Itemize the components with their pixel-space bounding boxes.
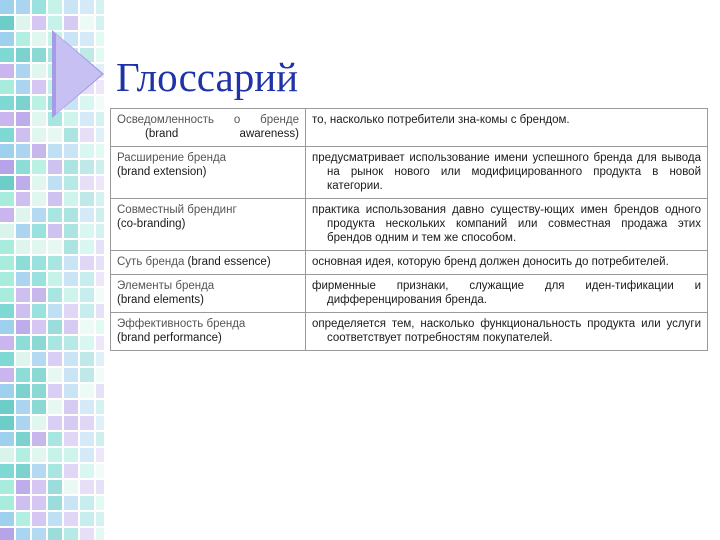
mosaic-tile	[48, 320, 62, 334]
mosaic-tile	[0, 16, 14, 30]
term-cell	[111, 147, 306, 199]
mosaic-tile	[0, 320, 14, 334]
mosaic-tile	[80, 256, 94, 270]
mosaic-tile	[64, 336, 78, 350]
mosaic-tile	[48, 496, 62, 510]
mosaic-tile	[16, 64, 30, 78]
mosaic-tile	[64, 304, 78, 318]
mosaic-tile	[48, 144, 62, 158]
mosaic-tile	[80, 400, 94, 414]
mosaic-tile	[64, 224, 78, 238]
mosaic-tile	[32, 288, 46, 302]
mosaic-tile	[48, 208, 62, 222]
mosaic-tile	[64, 368, 78, 382]
mosaic-tile	[80, 496, 94, 510]
mosaic-tile	[48, 512, 62, 526]
mosaic-tile	[0, 368, 14, 382]
mosaic-tile	[80, 208, 94, 222]
mosaic-tile	[32, 528, 46, 540]
mosaic-tile	[48, 256, 62, 270]
mosaic-tile	[96, 320, 104, 334]
mosaic-tile	[16, 112, 30, 126]
mosaic-tile	[48, 400, 62, 414]
mosaic-tile	[64, 496, 78, 510]
mosaic-tile	[32, 0, 46, 14]
mosaic-tile	[80, 192, 94, 206]
mosaic-tile	[96, 272, 104, 286]
mosaic-tile	[16, 256, 30, 270]
mosaic-tile	[0, 528, 14, 540]
mosaic-tile	[32, 512, 46, 526]
mosaic-tile	[80, 368, 94, 382]
mosaic-tile	[16, 288, 30, 302]
mosaic-tile	[96, 240, 104, 254]
mosaic-tile	[32, 448, 46, 462]
mosaic-tile	[16, 48, 30, 62]
mosaic-tile	[96, 208, 104, 222]
mosaic-tile	[48, 176, 62, 190]
mosaic-tile	[16, 192, 30, 206]
mosaic-tile	[80, 512, 94, 526]
mosaic-tile	[16, 496, 30, 510]
mosaic-tile	[0, 160, 14, 174]
mosaic-tile	[96, 496, 104, 510]
mosaic-tile	[32, 256, 46, 270]
mosaic-tile	[16, 144, 30, 158]
mosaic-tile	[96, 192, 104, 206]
mosaic-tile	[32, 176, 46, 190]
mosaic-tile	[64, 192, 78, 206]
mosaic-tile	[32, 80, 46, 94]
mosaic-tile	[32, 192, 46, 206]
mosaic-tile	[32, 272, 46, 286]
mosaic-tile	[32, 48, 46, 62]
definition-cell: основная идея, которую бренд должен доносить до потребителей.	[306, 251, 708, 275]
mosaic-tile	[64, 528, 78, 540]
mosaic-tile	[64, 160, 78, 174]
mosaic-tile	[0, 192, 14, 206]
mosaic-tile	[16, 336, 30, 350]
mosaic-tile	[32, 208, 46, 222]
mosaic-tile	[48, 160, 62, 174]
mosaic-tile	[16, 512, 30, 526]
mosaic-tile	[64, 352, 78, 366]
mosaic-tile	[16, 0, 30, 14]
mosaic-tile	[32, 128, 46, 142]
mosaic-tile	[32, 432, 46, 446]
term-russian: Осведомленность о бренде	[117, 114, 299, 126]
mosaic-tile	[0, 80, 14, 94]
mosaic-tile	[0, 176, 14, 190]
triangle-highlight	[56, 34, 102, 114]
mosaic-tile	[48, 16, 62, 30]
mosaic-tile	[64, 128, 78, 142]
mosaic-tile	[16, 352, 30, 366]
mosaic-tile	[16, 128, 30, 142]
mosaic-tile	[80, 528, 94, 540]
mosaic-tile	[0, 272, 14, 286]
mosaic-tile	[64, 272, 78, 286]
mosaic-tile	[48, 192, 62, 206]
mosaic-tile	[32, 352, 46, 366]
mosaic-tile	[64, 176, 78, 190]
mosaic-tile	[64, 400, 78, 414]
mosaic-tile	[0, 256, 14, 270]
mosaic-tile	[16, 272, 30, 286]
mosaic-tile	[0, 464, 14, 478]
mosaic-tile	[48, 224, 62, 238]
mosaic-tile	[32, 400, 46, 414]
mosaic-tile	[0, 96, 14, 110]
mosaic-tile	[32, 368, 46, 382]
mosaic-tile	[48, 336, 62, 350]
term-cell	[111, 275, 306, 313]
mosaic-tile	[96, 512, 104, 526]
mosaic-tile	[96, 352, 104, 366]
mosaic-tile	[32, 112, 46, 126]
mosaic-tile	[0, 400, 14, 414]
term-english: (brand elements)	[117, 294, 204, 306]
mosaic-tile	[0, 384, 14, 398]
mosaic-tile	[80, 224, 94, 238]
mosaic-tile	[96, 0, 104, 14]
mosaic-tile	[96, 144, 104, 158]
mosaic-tile	[64, 208, 78, 222]
mosaic-tile	[80, 352, 94, 366]
mosaic-tile	[32, 416, 46, 430]
mosaic-tile	[48, 368, 62, 382]
mosaic-tile	[0, 224, 14, 238]
mosaic-tile	[80, 272, 94, 286]
mosaic-tile	[48, 528, 62, 540]
mosaic-tile	[0, 304, 14, 318]
mosaic-tile	[32, 64, 46, 78]
mosaic-tile	[48, 128, 62, 142]
term-english: (co-branding)	[117, 218, 186, 230]
mosaic-tile	[0, 128, 14, 142]
mosaic-tile	[32, 496, 46, 510]
mosaic-tile	[64, 320, 78, 334]
mosaic-tile	[96, 128, 104, 142]
mosaic-tile	[64, 512, 78, 526]
mosaic-tile	[16, 16, 30, 30]
mosaic-tile	[96, 432, 104, 446]
mosaic-tile	[80, 160, 94, 174]
mosaic-tile	[16, 176, 30, 190]
mosaic-tile	[80, 304, 94, 318]
mosaic-tile	[64, 464, 78, 478]
mosaic-tile	[16, 224, 30, 238]
mosaic-tile	[16, 96, 30, 110]
mosaic-tile	[64, 480, 78, 494]
mosaic-tile	[32, 336, 46, 350]
term-cell	[111, 109, 306, 147]
table-row	[111, 313, 708, 351]
term-cell	[111, 199, 306, 251]
mosaic-tile	[96, 256, 104, 270]
mosaic-tile	[96, 304, 104, 318]
term-russian: Суть бренда	[117, 256, 185, 268]
mosaic-tile	[80, 128, 94, 142]
mosaic-tile	[0, 0, 14, 14]
mosaic-tile	[96, 384, 104, 398]
mosaic-tile	[64, 288, 78, 302]
mosaic-tile	[32, 160, 46, 174]
table-row	[111, 275, 708, 313]
mosaic-tile	[64, 0, 78, 14]
mosaic-tile	[32, 480, 46, 494]
mosaic-tile	[64, 16, 78, 30]
table-row	[111, 199, 708, 251]
mosaic-tile	[80, 336, 94, 350]
term-english: (brand essence)	[187, 256, 271, 268]
mosaic-tile	[48, 432, 62, 446]
mosaic-tile	[48, 384, 62, 398]
mosaic-tile	[80, 448, 94, 462]
mosaic-tile	[64, 416, 78, 430]
mosaic-tile	[80, 144, 94, 158]
definition-cell: фирменные признаки, служащие для иден-тификации и дифференцирования бренда.	[306, 275, 708, 313]
mosaic-tile	[48, 240, 62, 254]
mosaic-tile	[96, 176, 104, 190]
mosaic-tile	[48, 272, 62, 286]
term-english: (brand awareness)	[145, 128, 299, 140]
mosaic-tile	[32, 16, 46, 30]
mosaic-tile	[80, 384, 94, 398]
mosaic-tile	[64, 256, 78, 270]
mosaic-tile	[32, 304, 46, 318]
mosaic-tile	[32, 32, 46, 46]
mosaic-tile	[32, 144, 46, 158]
mosaic-tile	[0, 208, 14, 222]
mosaic-tile	[16, 480, 30, 494]
mosaic-tile	[48, 464, 62, 478]
mosaic-tile	[16, 416, 30, 430]
mosaic-tile	[0, 64, 14, 78]
mosaic-tile	[96, 464, 104, 478]
mosaic-tile	[48, 0, 62, 14]
mosaic-tile	[16, 240, 30, 254]
mosaic-tile	[80, 16, 94, 30]
mosaic-tile	[16, 320, 30, 334]
mosaic-tile	[64, 448, 78, 462]
mosaic-tile	[80, 288, 94, 302]
mosaic-tile	[0, 240, 14, 254]
mosaic-tile	[80, 240, 94, 254]
mosaic-tile	[64, 240, 78, 254]
mosaic-tile	[96, 288, 104, 302]
table-row	[111, 109, 708, 147]
mosaic-tile	[0, 416, 14, 430]
mosaic-tile	[80, 432, 94, 446]
mosaic-tile	[80, 480, 94, 494]
mosaic-tile	[64, 432, 78, 446]
mosaic-tile	[80, 320, 94, 334]
term-russian: Совместный брендинг	[117, 204, 237, 216]
mosaic-tile	[0, 32, 14, 46]
mosaic-tile	[16, 208, 30, 222]
mosaic-tile	[64, 384, 78, 398]
term-cell	[111, 251, 306, 275]
mosaic-tile	[0, 112, 14, 126]
term-russian: Расширение бренда	[117, 152, 227, 164]
mosaic-tile	[96, 448, 104, 462]
mosaic-tile	[64, 144, 78, 158]
mosaic-tile	[0, 144, 14, 158]
mosaic-tile	[32, 464, 46, 478]
term-english: (brand extension)	[117, 166, 207, 178]
mosaic-tile	[32, 320, 46, 334]
term-cell	[111, 313, 306, 351]
mosaic-tile	[96, 160, 104, 174]
mosaic-tile	[16, 368, 30, 382]
mosaic-tile	[96, 336, 104, 350]
mosaic-tile	[96, 224, 104, 238]
definition-cell: практика использования давно существу-ющих имен брендов одного продукта нескольких компаний или совместная продажа этих брендов одним и тем же способом.	[306, 199, 708, 251]
definition-cell: предусматривает использование имени успешного бренда для вывода на рынок нового или модифицированного продукта в новой категории.	[306, 147, 708, 199]
mosaic-tile	[0, 336, 14, 350]
mosaic-tile	[16, 448, 30, 462]
mosaic-tile	[0, 512, 14, 526]
definition-cell: определяется тем, насколько функциональность продукта или услуги соответствует потребностям покупателей.	[306, 313, 708, 351]
mosaic-tile	[0, 448, 14, 462]
term-english: (brand performance)	[117, 332, 222, 344]
mosaic-tile	[16, 464, 30, 478]
mosaic-tile	[80, 176, 94, 190]
mosaic-tile	[0, 352, 14, 366]
mosaic-tile	[16, 32, 30, 46]
mosaic-tile	[48, 416, 62, 430]
mosaic-tile	[48, 352, 62, 366]
table-row	[111, 147, 708, 199]
mosaic-tile	[80, 0, 94, 14]
mosaic-tile	[96, 528, 104, 540]
mosaic-tile	[80, 464, 94, 478]
mosaic-tile	[96, 16, 104, 30]
mosaic-tile	[48, 288, 62, 302]
mosaic-tile	[96, 480, 104, 494]
term-russian: Элементы бренда	[117, 280, 215, 292]
mosaic-tile	[48, 480, 62, 494]
term-russian: Эффективность бренда	[117, 318, 246, 330]
mosaic-tile	[0, 480, 14, 494]
mosaic-tile	[16, 400, 30, 414]
definition-cell: то, насколько потребители зна-комы с брендом.	[306, 109, 708, 147]
mosaic-tile	[48, 304, 62, 318]
mosaic-tile	[80, 416, 94, 430]
mosaic-tile	[0, 496, 14, 510]
mosaic-tile	[16, 432, 30, 446]
mosaic-tile	[0, 432, 14, 446]
mosaic-tile	[0, 48, 14, 62]
mosaic-tile	[0, 288, 14, 302]
mosaic-tile	[16, 304, 30, 318]
mosaic-tile	[16, 80, 30, 94]
mosaic-tile	[16, 160, 30, 174]
glossary-table	[110, 108, 708, 351]
page-title: Глоссарий	[116, 54, 299, 100]
mosaic-tile	[96, 416, 104, 430]
mosaic-tile	[32, 96, 46, 110]
mosaic-tile	[16, 528, 30, 540]
mosaic-tile	[16, 384, 30, 398]
mosaic-tile	[32, 384, 46, 398]
table-row	[111, 251, 708, 275]
mosaic-tile	[96, 368, 104, 382]
mosaic-tile	[48, 448, 62, 462]
mosaic-tile	[96, 400, 104, 414]
mosaic-tile	[32, 224, 46, 238]
mosaic-tile	[32, 240, 46, 254]
